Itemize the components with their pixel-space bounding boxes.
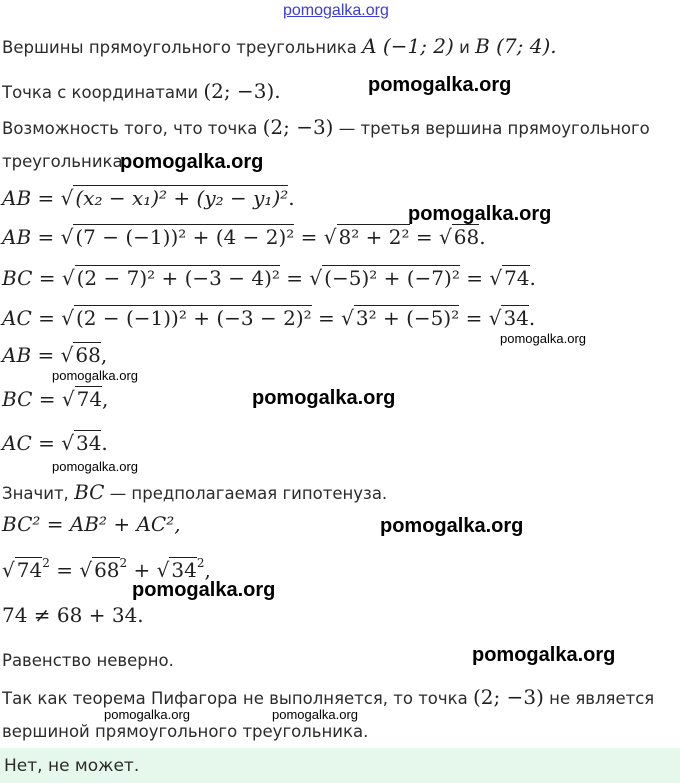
math-fragment: BC =: [2, 387, 62, 411]
math-fragment: =: [311, 306, 342, 330]
math-fragment: AC =: [2, 306, 62, 330]
conclusion-line-1: [2, 685, 654, 709]
sqrt-sign: √: [309, 266, 323, 290]
hypotenuse-line: [2, 480, 387, 504]
sqrt-sign: √: [156, 558, 170, 582]
inequality: 74 ≠ 68 + 34.: [2, 603, 144, 627]
text-fragment: Точка с координатами: [2, 83, 199, 102]
watermark: pomogalka.org: [52, 459, 138, 474]
problem-statement-line-1: [2, 34, 557, 58]
radicand: 68: [453, 225, 480, 249]
distance-formula: AB = √ (x₂ − x₁)² + (y₂ − y₁)².: [2, 186, 295, 210]
math-fragment: BC =: [2, 266, 62, 290]
problem-statement-line-4: [2, 152, 128, 171]
watermark: pomogalka.org: [52, 368, 138, 383]
radicand: (2 − (−1))² + (−3 − 2)²: [75, 306, 312, 330]
math-fragment: ,: [102, 387, 109, 411]
math-fragment: .: [479, 225, 486, 249]
text-fragment: — предполагаемая гипотенуза.: [109, 484, 388, 503]
site-header-link[interactable]: pomogalka.org: [283, 2, 389, 19]
result-bc: [2, 387, 108, 411]
math-fragment: ,: [204, 558, 211, 582]
result-ab: [2, 343, 107, 367]
math-fragment: +: [127, 558, 157, 582]
watermark: pomogalka.org: [252, 387, 396, 409]
math-fragment: ,: [100, 343, 108, 367]
text-fragment: треугольника.: [2, 152, 128, 171]
radicand: (2 − 7)² + (−3 − 4)²: [76, 266, 280, 290]
radicand: 34: [503, 306, 529, 330]
math-point-a: A (−1; 2): [362, 34, 454, 58]
watermark: pomogalka.org: [472, 644, 616, 666]
math-point-b: B (7; 4).: [475, 34, 557, 58]
text-fragment: Так как теорема Пифагора не выполняется, то точка: [2, 689, 468, 708]
sqrt-sign: √: [61, 387, 75, 411]
radicand: 68: [94, 558, 120, 582]
math-fragment: =: [459, 306, 489, 330]
answer-box: [0, 748, 680, 783]
ac-computation: [2, 306, 535, 330]
watermark: pomogalka.org: [500, 331, 586, 346]
math-fragment: =: [279, 266, 310, 290]
sqrt-sign: √: [323, 225, 337, 249]
math-point-c: (2; −3).: [203, 79, 281, 103]
text-fragment: и: [459, 38, 470, 57]
ab-computation: [2, 225, 486, 249]
watermark: pomogalka.org: [272, 707, 358, 722]
radicand: 3² + (−5)²: [355, 306, 460, 330]
sqrt-sign: √: [60, 225, 74, 249]
text-fragment: не является: [549, 689, 655, 708]
radicand: (−5)² + (−7)²: [324, 266, 460, 290]
math-fragment: .: [101, 431, 108, 455]
sqrt-sign: √: [61, 431, 74, 455]
text-fragment: Вершины прямоугольного треугольника: [2, 38, 357, 57]
sqrt-sign: √: [61, 266, 75, 290]
math-point-c: (2; −3): [262, 115, 334, 139]
math-fragment: .: [528, 306, 536, 330]
problem-statement-line-2: [2, 79, 281, 103]
sqrt-sign: √: [439, 225, 452, 249]
math-fragment: AB =: [2, 225, 61, 249]
radicand: 34: [75, 431, 102, 455]
radicand: 74: [504, 266, 530, 290]
math-fragment: BC: [74, 480, 105, 504]
sqrt-sign: √: [60, 343, 74, 367]
math-fragment: =: [49, 558, 80, 582]
watermark: pomogalka.org: [120, 151, 264, 173]
sqrt-sign: √: [79, 558, 93, 582]
sqrt-sign: √: [489, 266, 503, 290]
radicand: 68: [75, 343, 101, 367]
text-fragment: Значит,: [2, 484, 69, 503]
bc-computation: [2, 266, 536, 290]
math-fragment: .: [529, 266, 536, 290]
watermark: pomogalka.org: [408, 203, 552, 225]
sqrt-sign: √: [341, 306, 354, 330]
watermark: pomogalka.org: [104, 707, 190, 722]
math-fragment: AB =: [2, 186, 61, 210]
math-fragment: AC =: [2, 431, 62, 455]
math-fragment: AB =: [2, 343, 61, 367]
radicand: 74: [76, 387, 103, 411]
radicand: 74: [16, 558, 43, 582]
sqrt-sign: √: [488, 306, 502, 330]
false-statement: Равенство неверно.: [2, 651, 174, 670]
sqrt-sign: √: [61, 306, 74, 330]
watermark: pomogalka.org: [132, 579, 276, 601]
pythagoras-equation: BC² = AB² + AC²,: [2, 512, 181, 536]
watermark: pomogalka.org: [368, 74, 512, 96]
answer-text: Нет, не может.: [4, 756, 140, 776]
sqrt-sign: √: [2, 558, 15, 582]
math-fragment: =: [409, 225, 439, 249]
result-ac: [2, 431, 108, 455]
text-fragment: — третья вершина прямоугольного: [338, 119, 650, 138]
radicand: 8² + 2²: [338, 225, 410, 249]
conclusion-line-2: вершиной прямоугольного треугольника.: [2, 722, 369, 741]
radicand: 34: [171, 558, 197, 582]
math-fragment: =: [459, 266, 490, 290]
radicand: (7 − (−1))² + (4 − 2)²: [75, 225, 295, 249]
math-fragment: =: [294, 225, 324, 249]
text-fragment: Возможность того, что точка: [2, 119, 258, 138]
watermark: pomogalka.org: [380, 515, 524, 537]
problem-statement-line-3: [2, 115, 650, 139]
sqrt-sign: √: [60, 186, 74, 210]
math-point-c: (2; −3): [472, 685, 544, 709]
radicand: (x₂ − x₁)² + (y₂ − y₁)²: [75, 186, 289, 210]
pythagoras-substitution: √ $74^2$ = √ $68^2$ + √ $34^2$,: [2, 556, 211, 582]
